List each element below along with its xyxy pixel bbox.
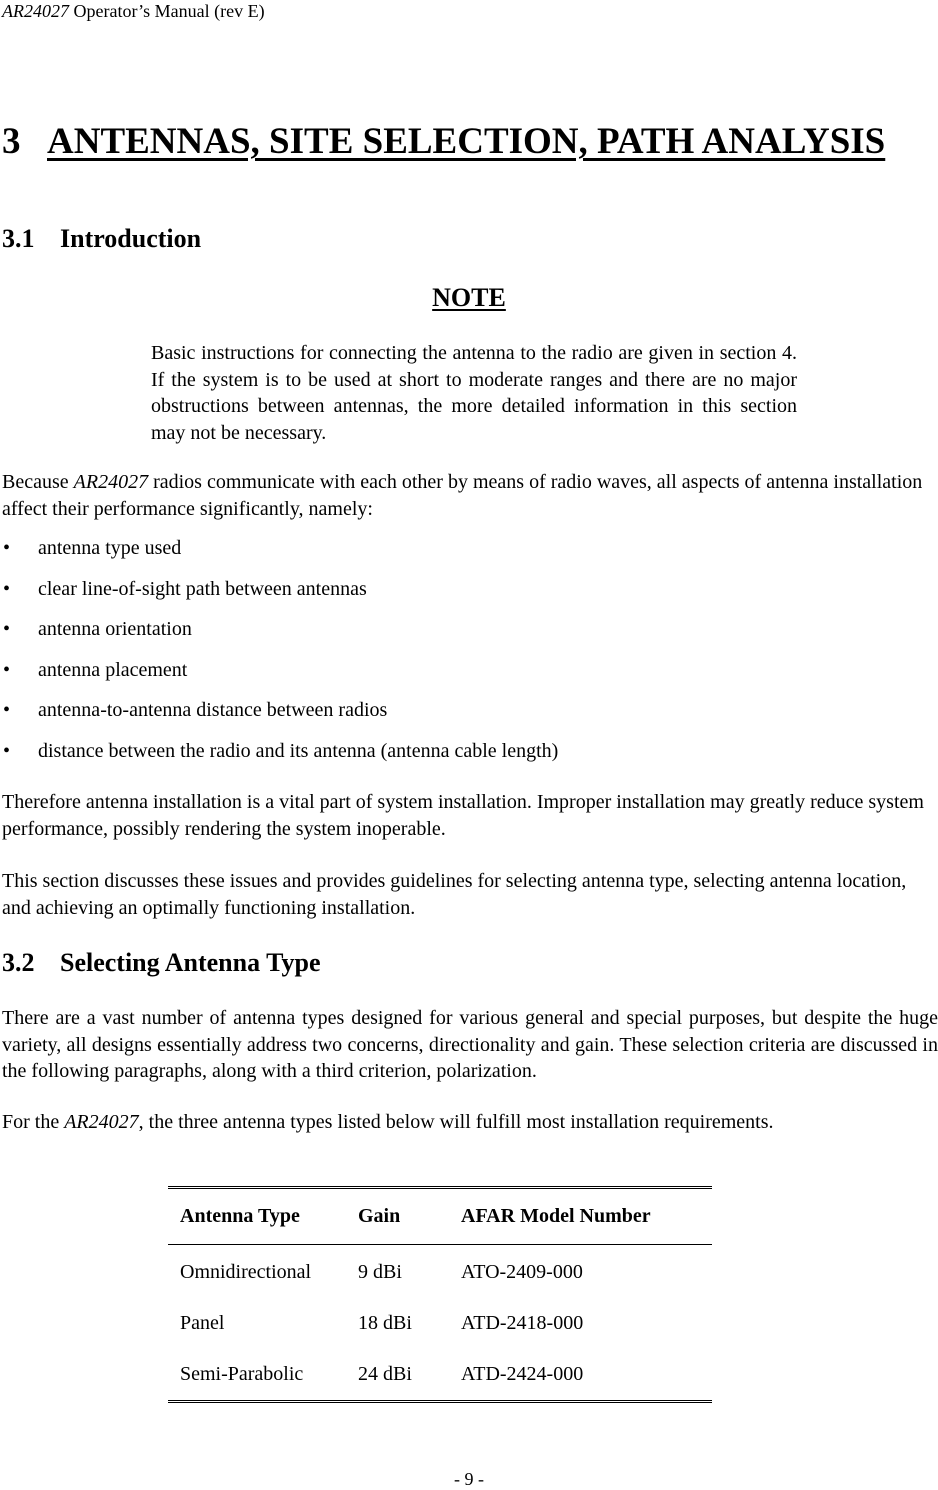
note-heading: NOTE [432,283,506,312]
paragraph-for-the: For the AR24027, the three antenna types listed below will fulfill most installation requirements. [2,1111,774,1133]
page-number: - 9 - [454,1469,484,1489]
table-cell: 9 dBi [358,1261,402,1283]
table-cell: Panel [180,1312,225,1334]
antenna-table [168,1186,712,1403]
section-heading-3-1 [2,223,201,255]
column-header: AFAR Model Number [461,1188,712,1245]
paragraph-section-discusses: This section discusses these issues and provides guidelines for selecting antenna type, selecting antenna location, and achieving an optimally functioning installation. [2,870,907,919]
table-cell: 18 dBi [358,1312,412,1334]
product-name: AR24027 [64,1111,139,1133]
bullet-icon: • [3,699,11,722]
bullet-icon: • [3,537,11,559]
paragraph-intro: Because AR24027 radios communicate with each other by means of radio waves, all aspects of antenna installation affect their performance significantly, namely: [2,471,923,520]
bullet-icon: • [3,739,11,762]
bullet-icon: • [3,618,11,641]
table-row [168,1349,712,1402]
column-header: Antenna Type [168,1188,358,1245]
table-cell: Omnidirectional [180,1261,312,1283]
table-cell: ATD-2424-000 [461,1363,584,1385]
table-header-row [168,1188,712,1245]
header-title: Operator’s Manual (rev E) [69,1,265,21]
column-header: Gain [358,1188,461,1245]
section-number: 3.1 [2,224,35,253]
section-number: 3.2 [2,948,35,977]
paragraph-antenna-types: There are a vast number of antenna types designed for various general and special purposes, but despite the huge variety, all designs essentially address two concerns, directionality and gain. These selection criteria are discussed in the following paragraphs, along with a third criterion, polarization. [2,1007,938,1082]
chapter-title: ANTENNAS, SITE SELECTION, PATH ANALYSIS [47,121,886,162]
section-heading-3-2 [2,947,321,979]
chapter-number: 3 [2,121,21,162]
table-row [168,1298,712,1349]
note-text: Basic instructions for connecting the antenna to the radio are given in section 4. If the system is to be used at short to moderate ranges and there are no major obstructions between antennas, the more detailed information in this section may not be necessary. [151,342,797,445]
table-cell: Semi-Parabolic [180,1363,304,1385]
table-cell: ATD-2418-000 [461,1312,584,1334]
installation-aspects-list [0,536,900,780]
header-product: AR24027 [2,1,69,21]
list-item: • clear line-of-sight path between antennas [3,577,367,600]
running-header [2,0,265,22]
bullet-icon: • [3,577,11,600]
section-title: Selecting Antenna Type [60,948,321,977]
table-row [168,1245,712,1299]
bullet-icon: • [3,658,11,681]
table-cell: 24 dBi [358,1363,412,1385]
product-name: AR24027 [73,471,149,493]
list-item: • antenna placement [3,658,188,681]
list-item: • distance between the radio and its antenna (antenna cable length) [3,739,559,762]
list-item: • antenna type used [3,537,182,559]
paragraph-therefore: Therefore antenna installation is a vital part of system installation. Improper installation may greatly reduce system performance, possibly rendering the system inoperable. [2,791,924,840]
chapter-heading [2,120,885,164]
list-item: • antenna-to-antenna distance between radios [3,699,388,722]
section-title: Introduction [60,224,202,253]
table-cell: ATO-2409-000 [461,1261,583,1283]
list-item: • antenna orientation [3,618,192,641]
